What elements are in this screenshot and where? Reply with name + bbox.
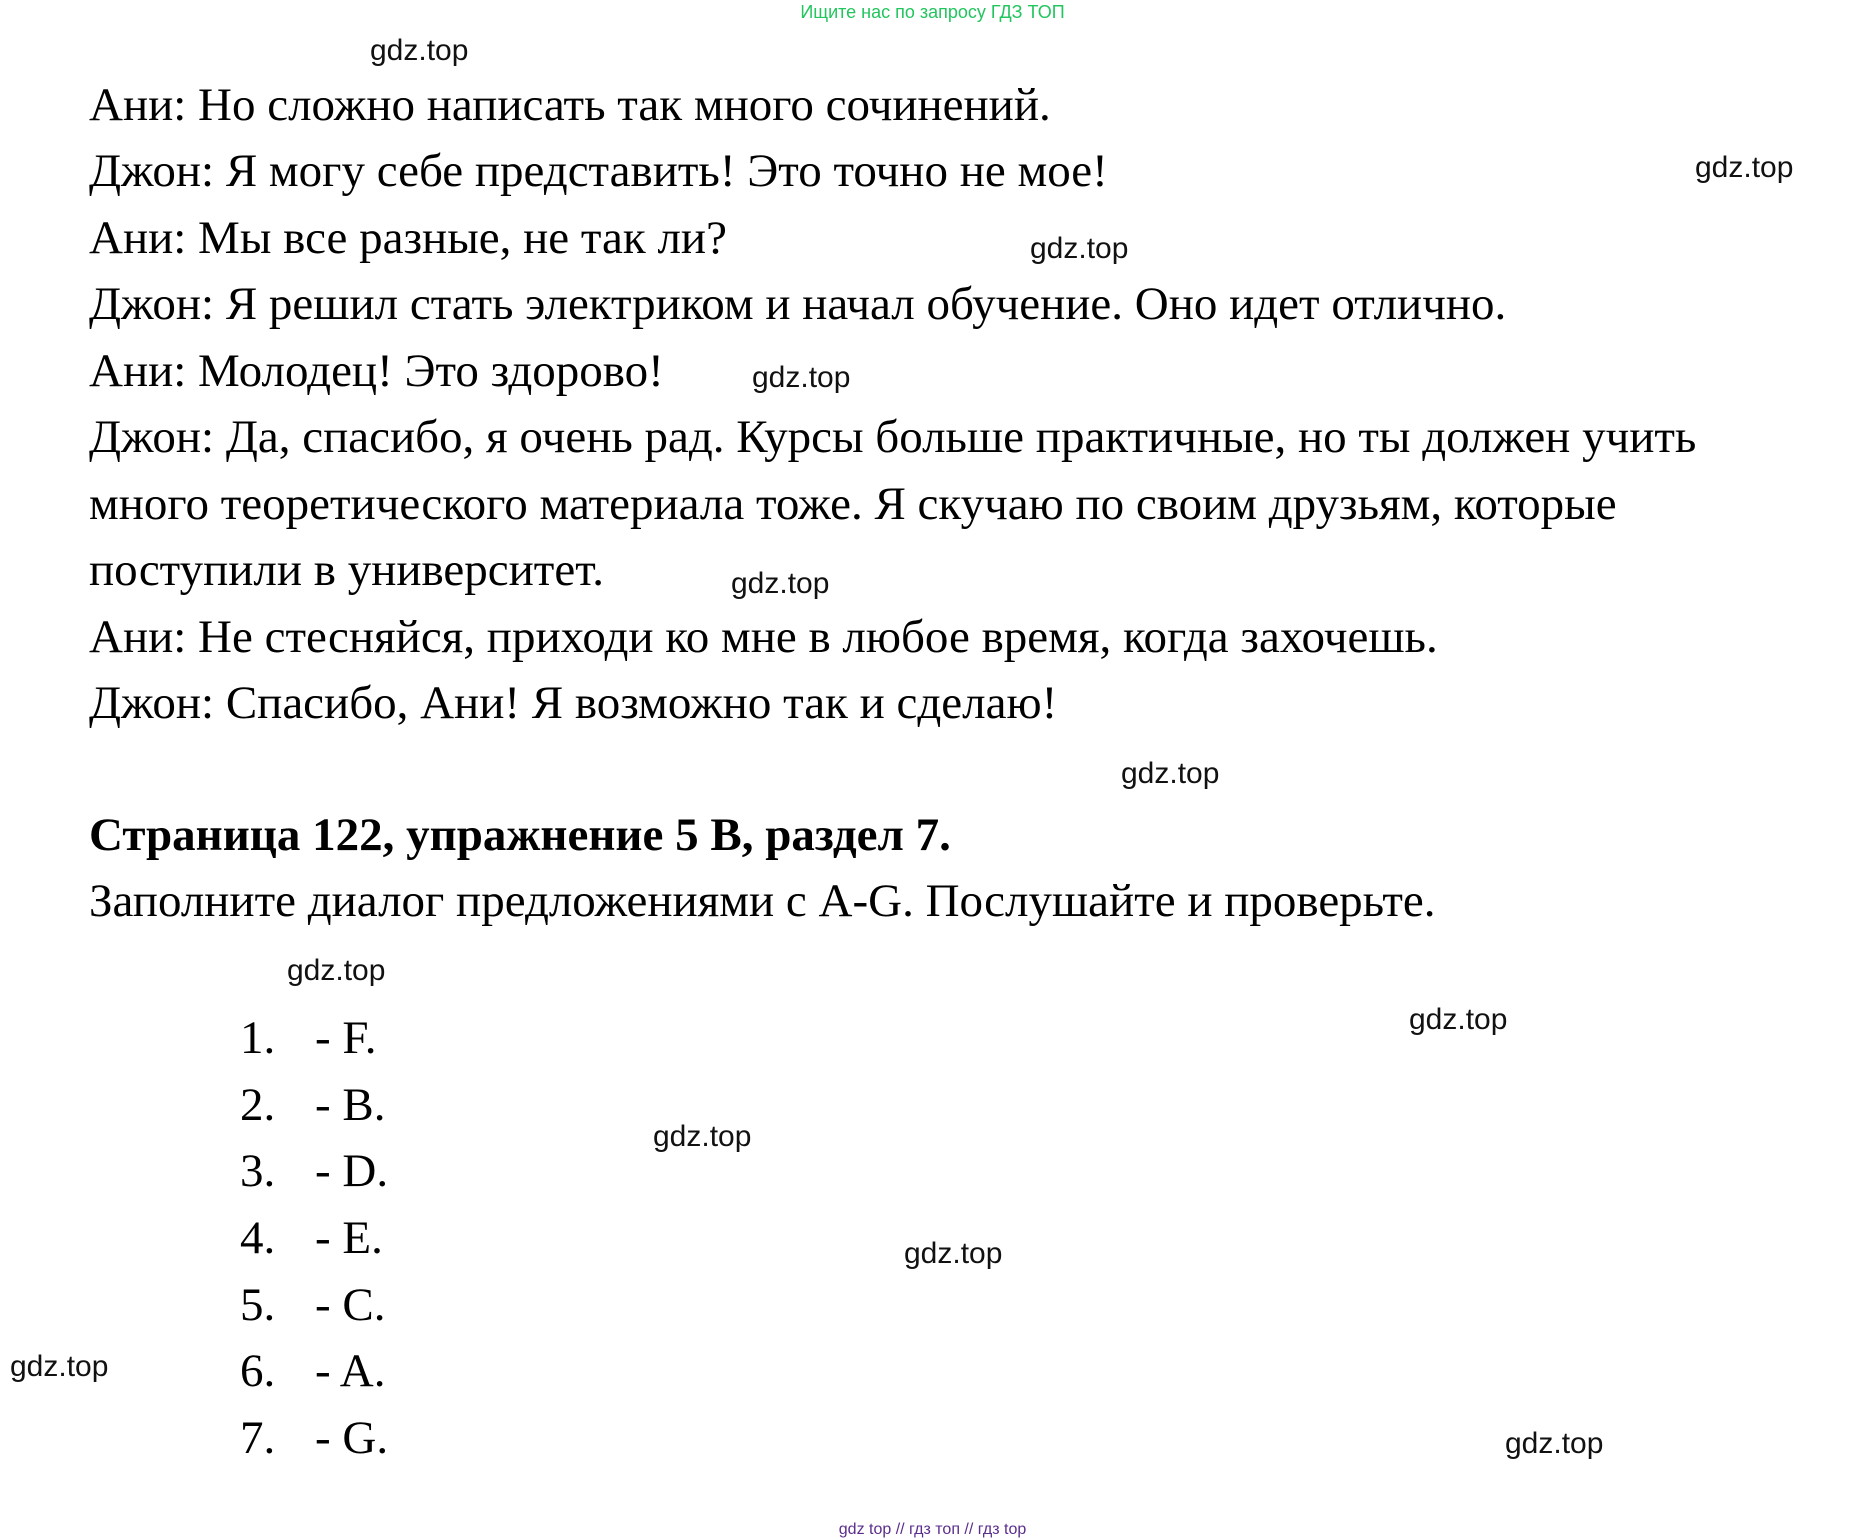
answer-number: 6. — [240, 1345, 276, 1398]
top-banner: Ищите нас по запросу ГДЗ ТОП — [800, 2, 1065, 22]
answer-value: - F. — [315, 1012, 377, 1064]
watermark-text: gdz.top — [1505, 1427, 1604, 1460]
answer-number: 2. — [240, 1078, 276, 1131]
dialogue-line: Джон: Да, спасибо, я очень рад. Курсы больше практичные, но ты должен учить — [89, 411, 1697, 463]
answer-value: - A. — [315, 1345, 386, 1398]
task-instruction: Заполните диалог предложениями с A-G. Послушайте и проверьте. — [89, 875, 1436, 927]
watermark-text: gdz.top — [1695, 151, 1794, 184]
watermark-text: gdz.top — [1030, 232, 1129, 265]
footer-links: gdz top // гдз топ // гдз top — [838, 1521, 1027, 1538]
answer-list — [240, 1005, 388, 1472]
watermark-text: gdz.top — [10, 1350, 109, 1383]
dialogue-line: поступили в университет. — [89, 544, 604, 596]
watermark-text: gdz.top — [731, 567, 830, 600]
watermark-text: gdz.top — [1409, 1003, 1508, 1036]
answer-item — [240, 1205, 388, 1272]
dialogue-line: Ани: Но сложно написать так много сочинений. — [89, 79, 1051, 131]
dialogue-line: Ани: Мы все разные, не так ли? — [89, 212, 727, 264]
watermark-text: gdz.top — [370, 34, 469, 67]
answer-value: - B. — [315, 1078, 386, 1131]
watermark-text: gdz.top — [1121, 757, 1220, 790]
answer-item — [240, 1272, 388, 1339]
watermark-text: gdz.top — [653, 1120, 752, 1153]
answer-item — [240, 1138, 388, 1205]
answer-item — [240, 1405, 388, 1472]
dialogue-line: много теоретического материала тоже. Я скучаю по своим друзьям, которые — [89, 478, 1617, 530]
answer-item — [240, 1005, 388, 1072]
answer-value: - G. — [315, 1412, 389, 1465]
dialogue-line: Джон: Спасибо, Ани! Я возможно так и сделаю! — [89, 677, 1058, 729]
dialogue-line: Джон: Я могу себе представить! Это точно не мое! — [89, 145, 1108, 197]
answer-number: 1. — [240, 1012, 276, 1064]
answer-number: 3. — [240, 1145, 276, 1198]
dialogue-line: Джон: Я решил стать электриком и начал обучение. Оно идет отлично. — [89, 278, 1507, 330]
answer-number: 5. — [240, 1278, 276, 1331]
answer-number: 7. — [240, 1412, 276, 1465]
answer-number: 4. — [240, 1212, 276, 1265]
answer-value: - C. — [315, 1278, 386, 1331]
section-heading: Страница 122, упражнение 5 B, раздел 7. — [89, 809, 951, 861]
answer-item — [240, 1072, 388, 1139]
answer-value: - D. — [315, 1145, 389, 1198]
watermark-text: gdz.top — [904, 1237, 1003, 1270]
watermark-text: gdz.top — [752, 361, 851, 394]
answer-value: - E. — [315, 1212, 383, 1265]
dialogue-line: Ани: Молодец! Это здорово! — [89, 345, 664, 397]
answer-item — [240, 1338, 388, 1405]
watermark-text: gdz.top — [287, 954, 386, 987]
dialogue-line: Ани: Не стесняйся, приходи ко мне в любое время, когда захочешь. — [89, 611, 1438, 663]
